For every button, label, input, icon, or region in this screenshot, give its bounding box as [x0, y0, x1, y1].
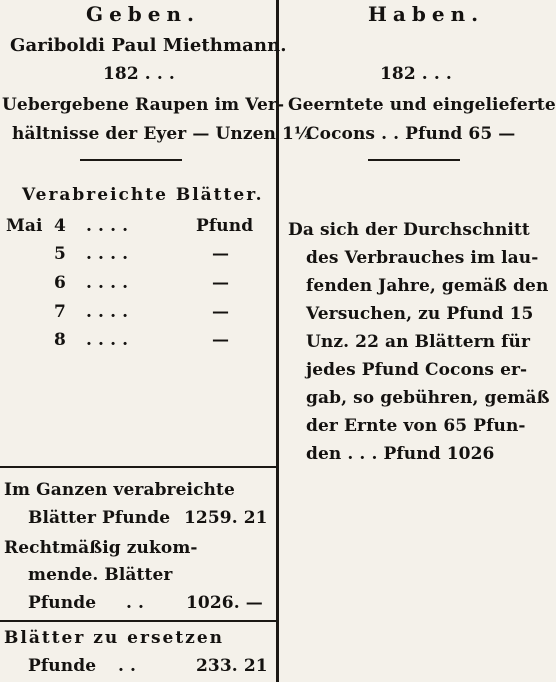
day-row-8-day: 8 — [54, 330, 66, 350]
raupen-line-2: hältnisse der Eyer — Unzen 1¼ — [12, 124, 312, 144]
para-line-7: gab, so gebühren, gemäß — [306, 388, 550, 408]
para-line-8: der Ernte von 65 Pfun- — [306, 416, 526, 436]
cocons-line-1: Geerntete und eingelieferte — [288, 95, 556, 115]
left-name-line: Gariboldi Paul Miethmann. — [10, 35, 287, 56]
ersetzen-line-2: Pfunde — [28, 656, 97, 676]
total-line-2: Blätter Pfunde — [28, 508, 171, 528]
day-row-6-dots: . . . . — [86, 273, 129, 293]
day-row-5-day: 5 — [54, 244, 66, 264]
para-line-3: fenden Jahre, gemäß den — [306, 276, 549, 296]
blaetter-heading: Verabreichte Blätter. — [22, 185, 264, 205]
day-row-6-day: 6 — [54, 273, 66, 293]
day-row-8-dots: . . . . — [86, 330, 129, 350]
mai-label: Mai — [6, 216, 43, 236]
para-line-9: den . . . Pfund 1026 — [306, 444, 495, 464]
total-value: 1259. 21 — [184, 508, 268, 528]
ersetzen-value: 233. 21 — [196, 656, 268, 676]
recht-line-1: Rechtmäßig zukom- — [4, 538, 198, 558]
day-row-4-dots: . . . . — [86, 216, 129, 236]
left-bottom-rule — [0, 620, 278, 622]
para-line-1: Da sich der Durchschnitt — [288, 220, 530, 240]
cocons-line-2: Cocons . . Pfund 65 — — [306, 124, 516, 144]
right-heading-haben: Haben. — [368, 2, 485, 26]
raupen-line-1: Uebergebene Raupen im Ver- — [2, 95, 285, 115]
para-line-6: jedes Pfund Cocons er- — [306, 360, 528, 380]
pfund-column-label: Pfund — [196, 216, 254, 236]
para-line-4: Versuchen, zu Pfund 15 — [306, 304, 534, 324]
ersetzen-dots: . . — [118, 656, 137, 676]
day-row-7-dots: . . . . — [86, 302, 129, 322]
ersetzen-line-1: Blätter zu ersetzen — [4, 628, 225, 648]
day-row-7-value: — — [212, 302, 230, 322]
recht-dots: . . — [126, 593, 145, 613]
day-row-8-value: — — [212, 330, 230, 350]
recht-line-3: Pfunde — [28, 593, 97, 613]
day-row-5-dots: . . . . — [86, 244, 129, 264]
left-year: 182 . . . — [103, 64, 175, 84]
para-line-5: Unz. 22 an Blättern für — [306, 332, 531, 352]
left-heading-geben: Geben. — [86, 2, 201, 26]
recht-value: 1026. — — [186, 593, 263, 613]
left-section-rule-1 — [80, 159, 182, 161]
left-full-rule — [0, 466, 278, 468]
day-row-5-value: — — [212, 244, 230, 264]
day-row-7-day: 7 — [54, 302, 66, 322]
right-year: 182 . . . — [380, 64, 452, 84]
total-line-1: Im Ganzen verabreichte — [4, 480, 235, 500]
day-row-6-value: — — [212, 273, 230, 293]
para-line-2: des Verbrauches im lau- — [306, 248, 539, 268]
day-row-4-day: 4 — [54, 216, 66, 236]
right-section-rule-1 — [368, 159, 460, 161]
recht-line-2: mende. Blätter — [28, 565, 173, 585]
